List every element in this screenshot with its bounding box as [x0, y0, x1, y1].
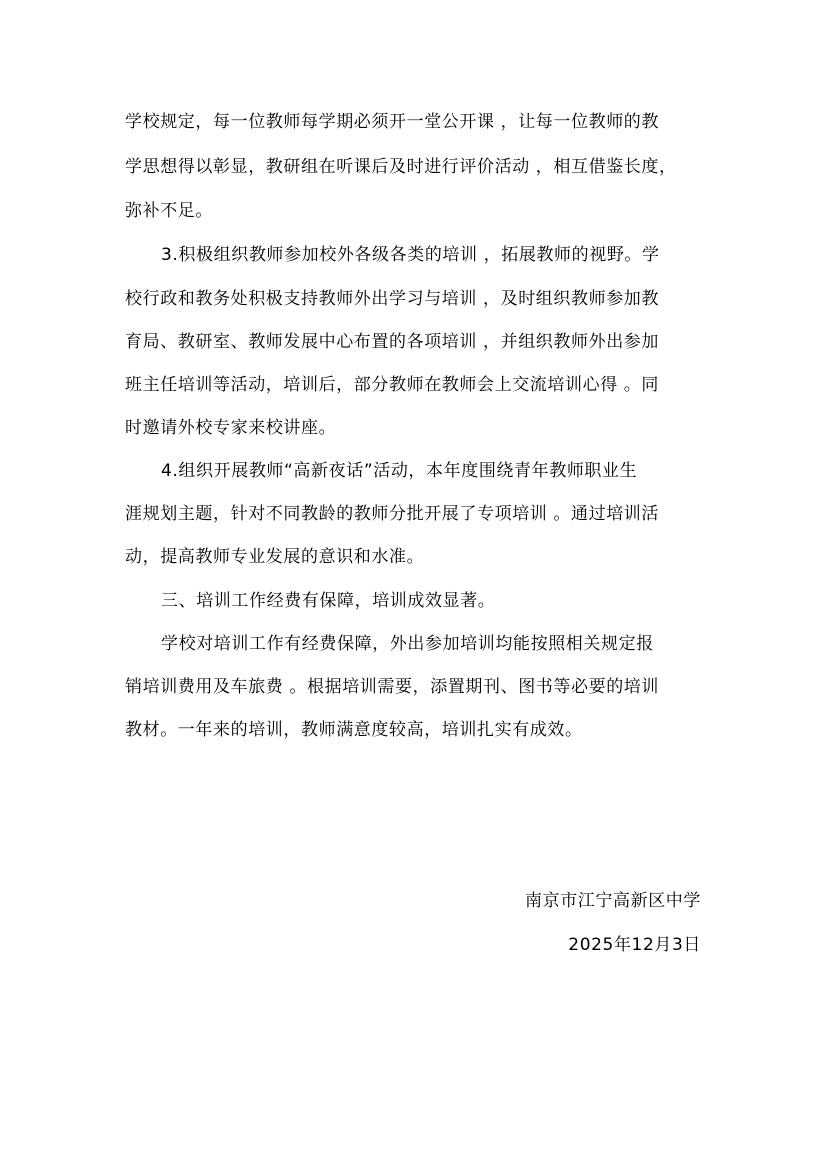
paragraph-line: 弥补不足。 [125, 201, 213, 221]
paragraph-line: 校行政和教务处积极支持教师外出学习与培训 ，及时组织教师参加教 [125, 289, 660, 309]
paragraph-line: 动，提高教师专业发展的意识和水准。 [125, 547, 425, 567]
paragraph-line: 学校对培训工作有经费保障，外出参加培训均能按照相关规定报 [161, 634, 654, 654]
paragraph-line: 涯规划主题，针对不同教龄的教师分批开展了专项培训 。通过培训活 [125, 504, 660, 524]
paragraph-line: 4.组织开展教师“高新夜话”活动，本年度围绕青年教师职业生 [161, 461, 638, 481]
signature-organization: 南京市江宁高新区中学 [525, 891, 701, 911]
paragraph-line: 教材。一年来的培训，教师满意度较高，培训扎实有成效。 [125, 720, 583, 740]
section-heading: 三、培训工作经费有保障，培训成效显著。 [161, 591, 496, 611]
paragraph-line: 学思想得以彰显，教研组在听课后及时进行评价活动 ，相互借鉴长度， [125, 157, 677, 177]
paragraph-line: 3.积极组织教师参加校外各级各类的培训 ，拓展教师的视野。学 [161, 245, 660, 265]
paragraph-line: 学校规定，每一位教师每学期必须开一堂公开课 ，让每一位教师的教 [125, 112, 660, 132]
paragraph-line: 时邀请外校专家来校讲座。 [125, 418, 337, 438]
paragraph-line: 育局、教研室、教师发展中心布置的各项培训 ，并组织教师外出参加 [125, 332, 660, 352]
paragraph-line: 班主任培训等活动，培训后，部分教师在教师会上交流培训心得 。同 [125, 375, 660, 395]
paragraph-line: 销培训费用及车旅费 。根据培训需要，添置期刊、图书等必要的培训 [125, 677, 660, 697]
signature-date: 2025年12月3日 [568, 935, 701, 955]
